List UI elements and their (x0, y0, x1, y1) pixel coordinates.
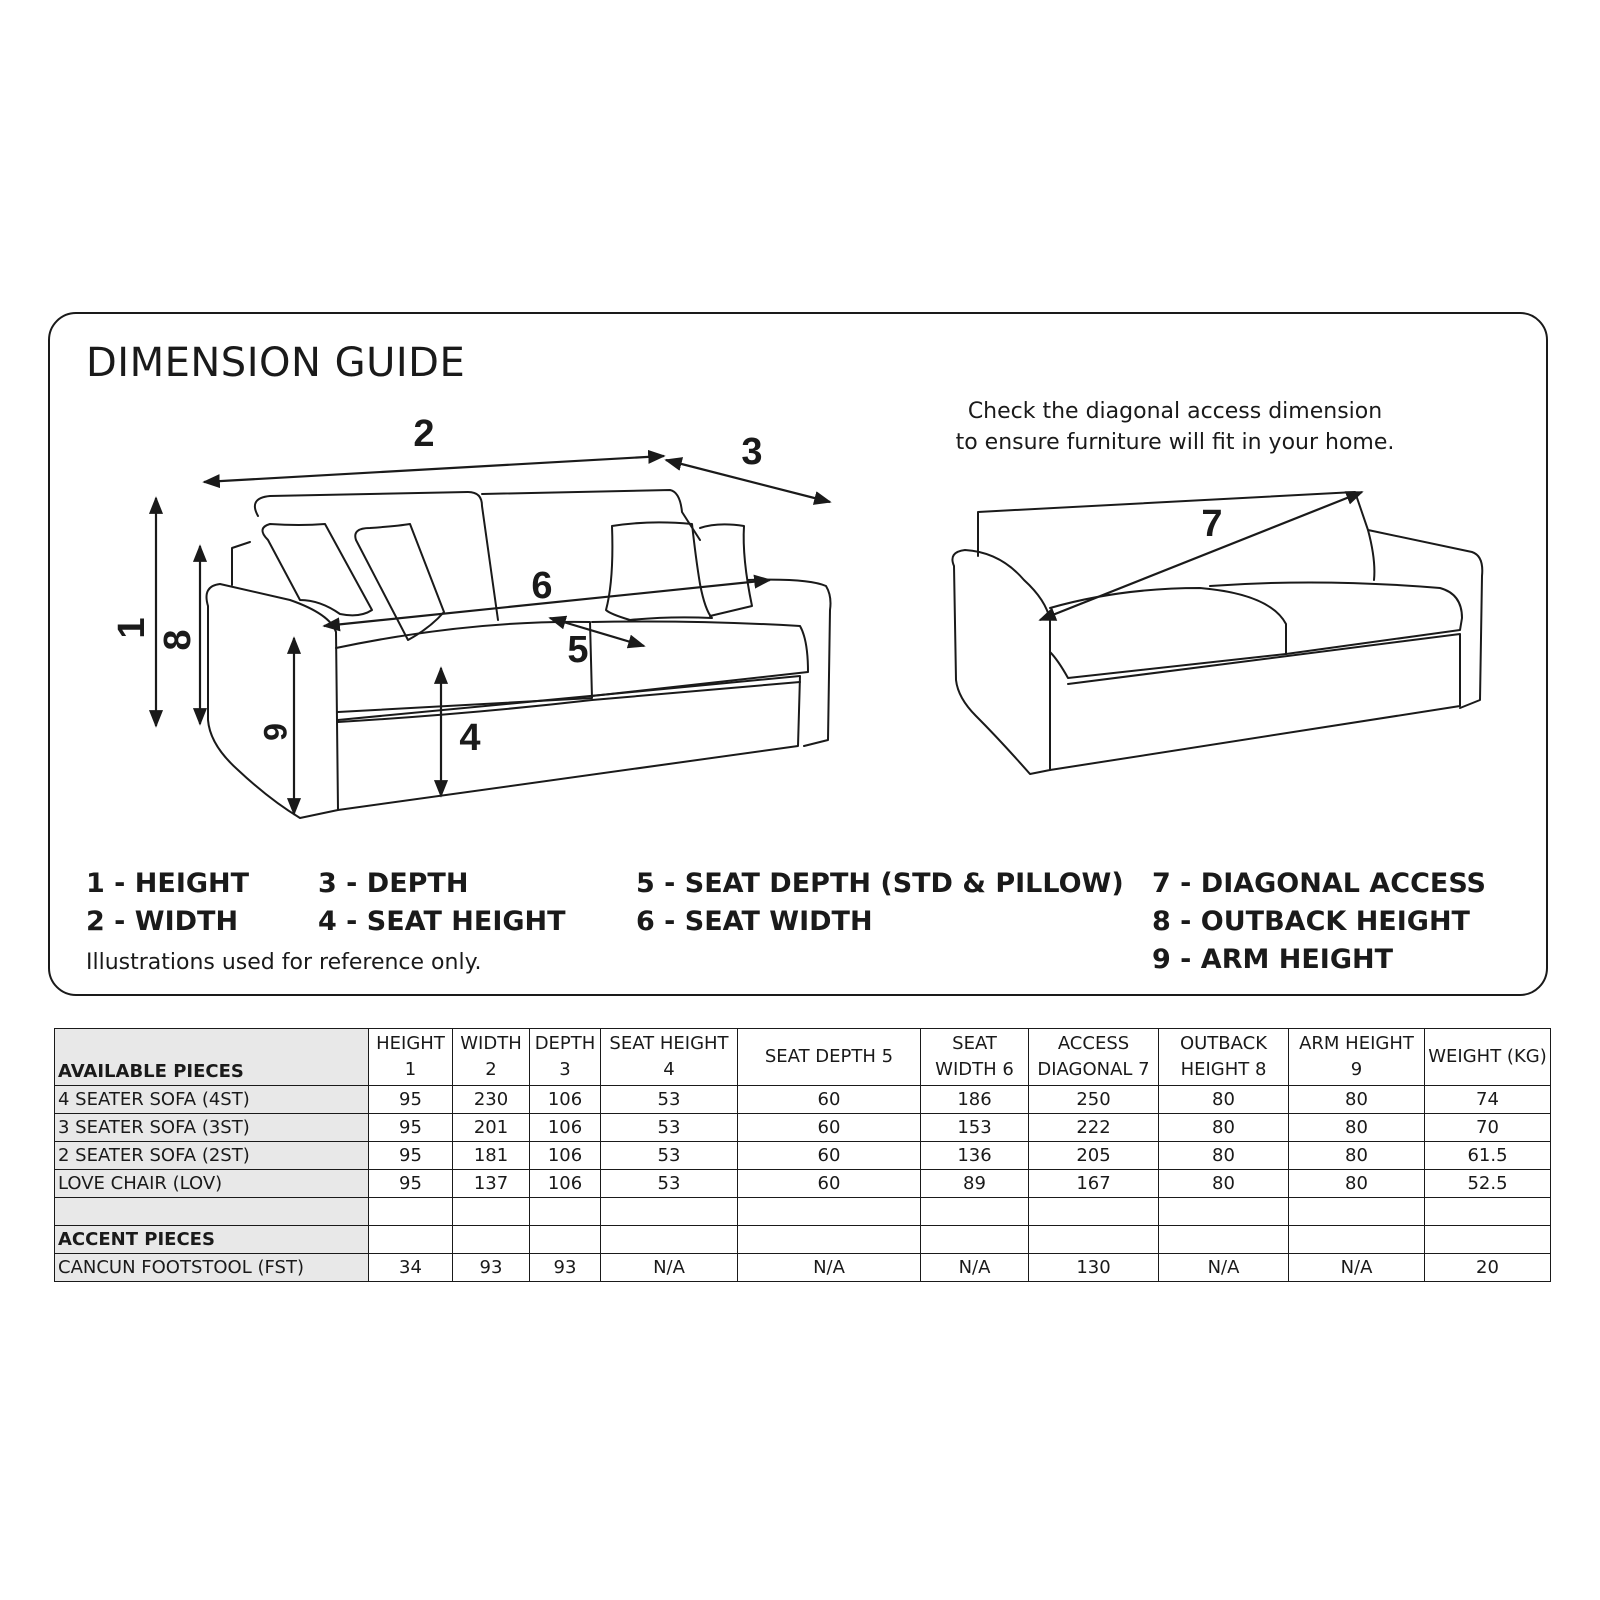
table-cell: 74 (1425, 1086, 1551, 1114)
table-cell (1289, 1226, 1425, 1254)
header-width: WIDTH 2 (453, 1029, 530, 1086)
table-row (55, 1086, 1551, 1114)
table-cell: 95 (369, 1142, 453, 1170)
table-row (55, 1114, 1551, 1142)
table-cell: 61.5 (1425, 1142, 1551, 1170)
table-section-row (55, 1226, 1551, 1254)
header-depth: DEPTH 3 (530, 1029, 601, 1086)
table-cell (453, 1198, 530, 1226)
table-cell: 60 (738, 1086, 921, 1114)
table-cell: 53 (601, 1142, 738, 1170)
table-cell: 52.5 (1425, 1170, 1551, 1198)
table-cell: 80 (1159, 1170, 1289, 1198)
header-access-diagonal: ACCESS DIAGONAL 7 (1029, 1029, 1159, 1086)
note-line-1: Check the diagonal access dimension (967, 399, 1383, 424)
table-cell: 53 (601, 1086, 738, 1114)
table-cell: LOVE CHAIR (LOV) (55, 1170, 369, 1198)
table-cell: N/A (1289, 1254, 1425, 1282)
table-cell (738, 1226, 921, 1254)
table-cell: N/A (738, 1254, 921, 1282)
note-line-2: to ensure furniture will fit in your home. (955, 430, 1395, 455)
table-cell (921, 1226, 1029, 1254)
table-cell: 106 (530, 1086, 601, 1114)
accent-pieces-heading: ACCENT PIECES (55, 1226, 369, 1254)
guide-title: DIMENSION GUIDE (86, 340, 466, 386)
table-cell: 250 (1029, 1086, 1159, 1114)
table-cell: 60 (738, 1114, 921, 1142)
header-outback-height: OUTBACK HEIGHT 8 (1159, 1029, 1289, 1086)
table-cell: 93 (453, 1254, 530, 1282)
table-cell (1289, 1198, 1425, 1226)
legend-arm-height: 9 - ARM HEIGHT (1152, 944, 1394, 975)
table-cell: 106 (530, 1114, 601, 1142)
table-cell: 53 (601, 1114, 738, 1142)
table-cell: 136 (921, 1142, 1029, 1170)
table-cell: N/A (1159, 1254, 1289, 1282)
table-row (55, 1170, 1551, 1198)
table-cell (1029, 1226, 1159, 1254)
marker-7: 7 (1201, 503, 1223, 545)
table-cell: 80 (1159, 1086, 1289, 1114)
dimensions-table (54, 1028, 1551, 1282)
header-seat-height: SEAT HEIGHT 4 (601, 1029, 738, 1086)
table-cell: 130 (1029, 1254, 1159, 1282)
table-cell: 89 (921, 1170, 1029, 1198)
table-cell: 60 (738, 1170, 921, 1198)
table-header-row (55, 1029, 1551, 1086)
disclaimer-text: Illustrations used for reference only. (86, 950, 482, 975)
table-cell: 80 (1289, 1114, 1425, 1142)
table-cell (1425, 1226, 1551, 1254)
table-cell: 3 SEATER SOFA (3ST) (55, 1114, 369, 1142)
table-cell (1159, 1198, 1289, 1226)
legend-outback-height: 8 - OUTBACK HEIGHT (1152, 906, 1470, 937)
table-cell (601, 1198, 738, 1226)
table-row-blank (55, 1198, 1551, 1226)
table-cell (1029, 1198, 1159, 1226)
table-cell: 34 (369, 1254, 453, 1282)
table-cell: 181 (453, 1142, 530, 1170)
header-seat-depth: SEAT DEPTH 5 (738, 1029, 921, 1086)
table-cell: 53 (601, 1170, 738, 1198)
table-cell (55, 1198, 369, 1226)
table-cell: N/A (921, 1254, 1029, 1282)
legend-depth: 3 - DEPTH (318, 868, 469, 899)
header-seat-width: SEAT WIDTH 6 (921, 1029, 1029, 1086)
table-cell (921, 1198, 1029, 1226)
table-cell: 80 (1159, 1114, 1289, 1142)
legend-seat-height: 4 - SEAT HEIGHT (318, 906, 566, 937)
table-row (55, 1254, 1551, 1282)
legend-seat-depth: 5 - SEAT DEPTH (STD & PILLOW) (636, 868, 1124, 899)
marker-1: 1 (111, 617, 154, 639)
table-cell (453, 1226, 530, 1254)
marker-8: 8 (157, 629, 200, 651)
marker-2: 2 (413, 413, 435, 455)
header-available-pieces: AVAILABLE PIECES (55, 1029, 369, 1086)
table-cell: 95 (369, 1086, 453, 1114)
table-cell: 186 (921, 1086, 1029, 1114)
table-cell: 95 (369, 1170, 453, 1198)
table-cell: 60 (738, 1142, 921, 1170)
table-cell (530, 1226, 601, 1254)
header-weight: WEIGHT (KG) (1425, 1029, 1551, 1086)
table-cell: 20 (1425, 1254, 1551, 1282)
table-cell: 95 (369, 1114, 453, 1142)
table-cell: 106 (530, 1142, 601, 1170)
table-cell: 167 (1029, 1170, 1159, 1198)
sofa-left-drawing (207, 490, 831, 818)
table-cell: 4 SEATER SOFA (4ST) (55, 1086, 369, 1114)
table-cell: 106 (530, 1170, 601, 1198)
arrow-width (204, 456, 664, 482)
table-cell: 70 (1425, 1114, 1551, 1142)
table-cell: 2 SEATER SOFA (2ST) (55, 1142, 369, 1170)
table-cell: 205 (1029, 1142, 1159, 1170)
legend-diagonal-access: 7 - DIAGONAL ACCESS (1152, 868, 1487, 899)
table-cell: N/A (601, 1254, 738, 1282)
table-cell: 201 (453, 1114, 530, 1142)
table-cell: CANCUN FOOTSTOOL (FST) (55, 1254, 369, 1282)
table-cell: 222 (1029, 1114, 1159, 1142)
table-cell: 137 (453, 1170, 530, 1198)
table-cell (601, 1226, 738, 1254)
table-cell: 80 (1159, 1142, 1289, 1170)
table-cell (369, 1198, 453, 1226)
legend-height: 1 - HEIGHT (86, 868, 250, 899)
table-cell: 230 (453, 1086, 530, 1114)
table-cell: 153 (921, 1114, 1029, 1142)
header-arm-height: ARM HEIGHT 9 (1289, 1029, 1425, 1086)
table-cell: 80 (1289, 1142, 1425, 1170)
header-height: HEIGHT 1 (369, 1029, 453, 1086)
table-cell: 80 (1289, 1170, 1425, 1198)
table-cell: 93 (530, 1254, 601, 1282)
marker-3: 3 (741, 431, 763, 473)
table-row (55, 1142, 1551, 1170)
table-cell (530, 1198, 601, 1226)
table-cell (738, 1198, 921, 1226)
marker-6: 6 (531, 565, 553, 607)
legend-seat-width: 6 - SEAT WIDTH (636, 906, 873, 937)
marker-5: 5 (567, 629, 589, 671)
marker-9: 9 (257, 723, 294, 741)
table-cell (369, 1226, 453, 1254)
marker-4: 4 (459, 717, 481, 759)
legend-width: 2 - WIDTH (86, 906, 239, 937)
table-cell (1159, 1226, 1289, 1254)
table-cell (1425, 1198, 1551, 1226)
table-cell: 80 (1289, 1086, 1425, 1114)
